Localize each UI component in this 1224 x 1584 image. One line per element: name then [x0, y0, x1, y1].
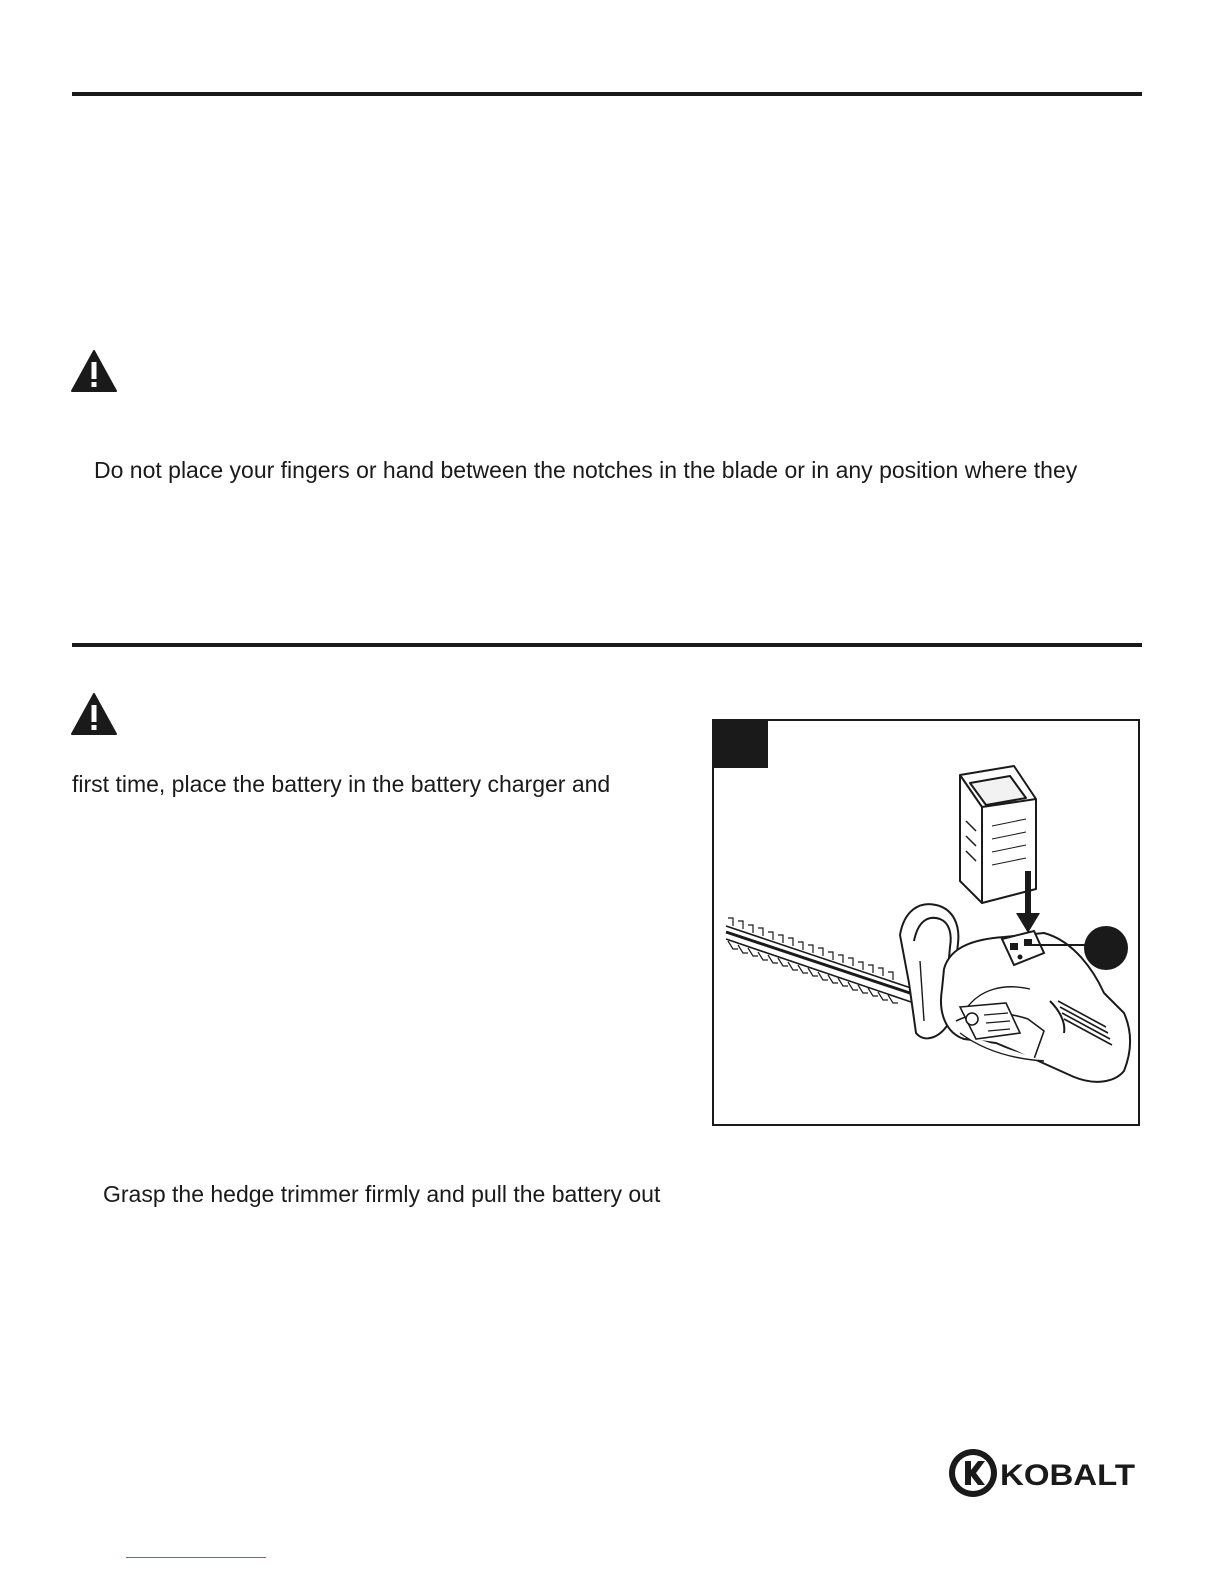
section-rule-middle [72, 643, 1142, 647]
footer-link-underline[interactable] [126, 1557, 266, 1558]
instruction-text-grasp: Grasp the hedge trimmer firmly and pull the battery out [103, 1181, 661, 1207]
instruction-text-first-time: first time, place the battery in the battery charger and [72, 771, 611, 797]
kobalt-logo-text: KOBALT [1000, 1459, 1135, 1492]
figure-battery-install [712, 719, 1140, 1126]
warning-icon [70, 692, 118, 736]
section-rule-top [72, 92, 1142, 96]
battery-pack-drawing [960, 766, 1036, 903]
kobalt-logo [946, 1445, 1142, 1501]
warning-icon [70, 349, 118, 393]
warning-text-fingers: Do not place your fingers or hand between the notches in the blade or in any position where they [94, 457, 1078, 483]
hedge-trimmer-illustration [714, 721, 1138, 1124]
callout-marker [1084, 926, 1128, 970]
